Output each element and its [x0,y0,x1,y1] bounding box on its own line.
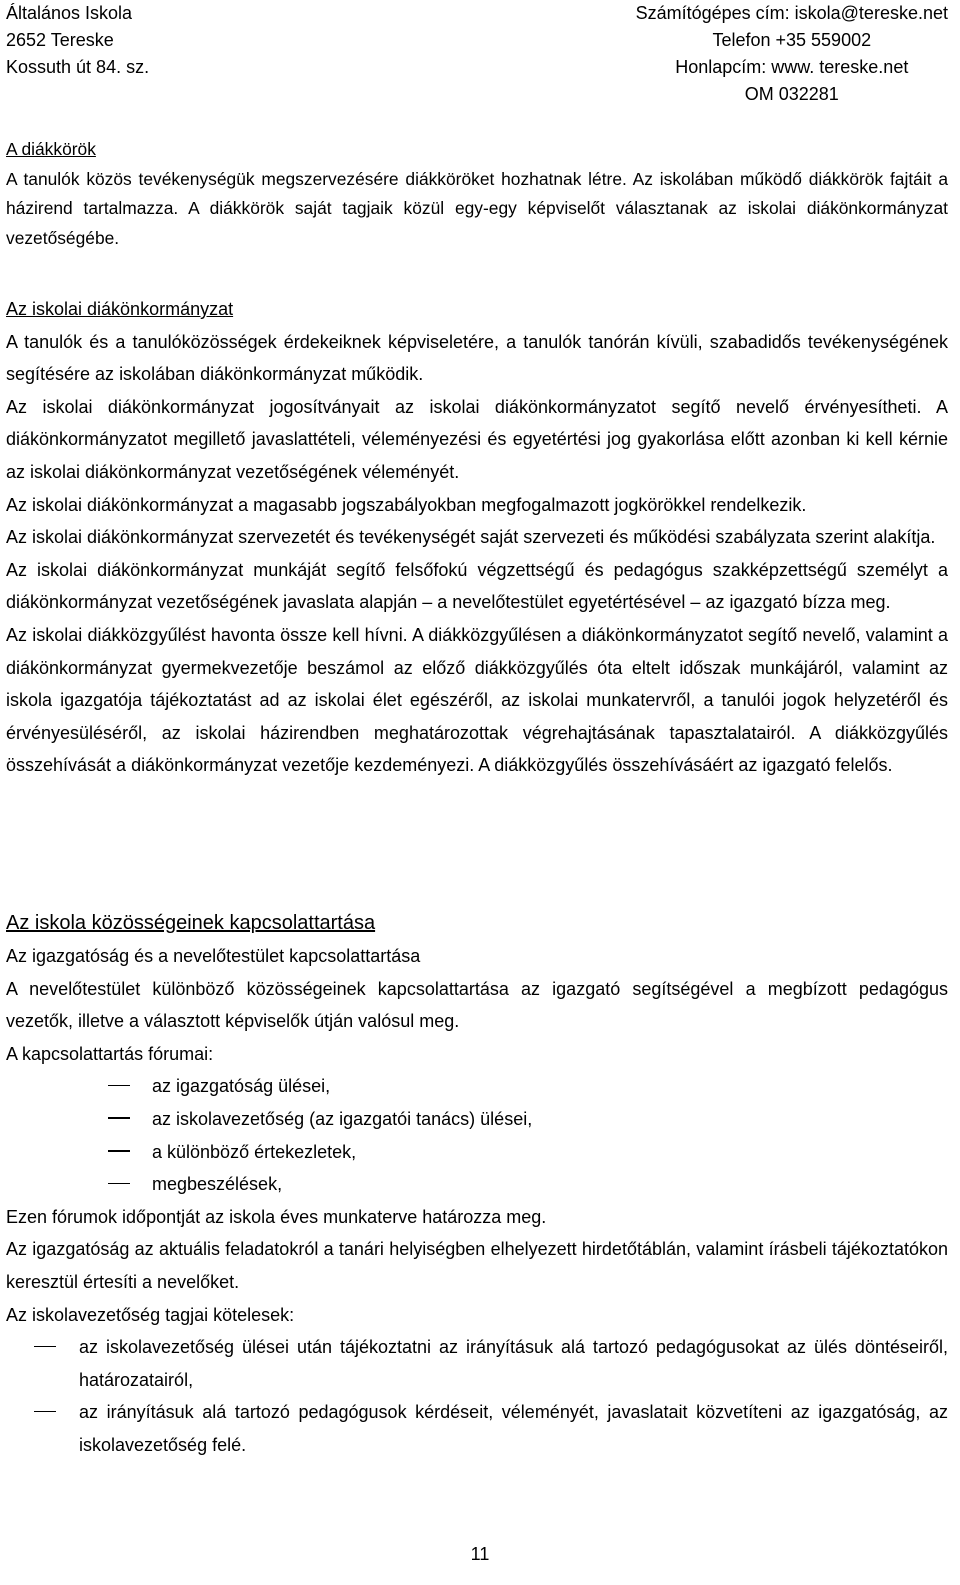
section-heading: A diákkörök [6,139,96,159]
paragraph: Az iskolai diákönkormányzat munkáját segítő felsőfokú végzettségű és pedagógus szakképzettségű személyt a diákönkormányzat vezetőségének javaslata alapján – a nevelőtestület egyetértésével – az igazgató bízza meg. [6,559,948,613]
section-kapcsolattartas [6,906,948,1462]
email-line: Számítógépes cím: iskola@tereske.net [635,3,948,23]
document-page [6,0,948,1455]
paragraph: Az iskolai diákönkormányzat jogosítványait az iskolai diákönkormányzatot segítő nevelő érvényesítheti. A diákönkormányzatot megillető javaslattételi, véleményezési és egyetértési jog gyakorlása előtt azonban ki kell kérnie az iskolai diákönkormányzat vezetőségének véleményét. [6,396,948,482]
school-city: 2652 Tereske [6,30,114,50]
paragraph: A tanulók közös tevékenységük megszervezésére diákköröket hozhatnak létre. Az iskolában működő diákkörök fajtáit a házirend tartalmazza. A diákkörök saját tagjaik közül egy-egy képviselőt választanak az iskolai diákönkormányzat vezetőségébe. [6,168,948,248]
list-intro: Az iskolavezetőség tagjai kötelesek: [6,1304,295,1325]
letterhead-right [636,0,948,108]
school-street: Kossuth út 84. sz. [6,57,150,77]
dash-bullet-icon [108,1103,130,1136]
letterhead [6,0,948,104]
list-item: megbeszélések, [6,1168,948,1201]
dash-bullet-icon [34,1396,56,1429]
website-line: Honlapcím: www. tereske.net [675,57,909,77]
dash-bullet-icon [34,1331,56,1364]
list-item: az iskolavezetőség (az igazgatói tanács) ülései, [6,1103,948,1136]
list-item: az igazgatóság ülései, [6,1070,948,1103]
dash-bullet-icon [108,1136,130,1169]
list-item: az irányításuk alá tartozó pedagógusok kérdéseit, véleményét, javaslatait közvetíteni az igazgatóság, az iskolavezetőség felé. [6,1396,948,1461]
chapter-heading: Az iskola közösségeinek kapcsolattartása [6,912,376,934]
paragraph: Az igazgatóság az aktuális feladatokról a tanári helyiségben elhelyezett hirdetőtáblán, valamint írásbeli tájékoztatókon keresztül értesíti a nevelőket. [6,1239,948,1292]
paragraph: Az iskolai diákközgyűlést havonta össze kell hívni. A diákközgyűlésen a diákönkormányzatot segítő nevelő, valamint a diákönkormányzat gyermekvezetője beszámol az előző diákközgyűlés óta eltelt időszak munkájáról, valamint az iskola igazgatója tájékoztatást ad az iskolai élet egészéről, az iskolai munkatervről, a tanulói jogok helyzetéről és érvényesüléséről, az iskolai házirendben meghatározottak végrehajtásának tapasztalatairól. A diákközgyűlés összehívását a diákönkormányzat vezetője kezdeményezi. A diákközgyűlés összehívásáért az igazgató felelős. [6,624,948,776]
letterhead-left [6,0,149,81]
list-item: az iskolavezetőség ülései után tájékoztatni az irányításuk alá tartozó pedagógusokat az ülés döntéseiről, határozatairól, [6,1331,948,1396]
section-diakkorok [6,135,948,253]
section-heading: Az iskolai diákönkormányzat [6,299,234,319]
phone-line: Telefon +35 559002 [712,30,872,50]
list-intro: A kapcsolattartás fórumai: [6,1043,214,1064]
paragraph: Az iskolai diákönkormányzat a magasabb jogszabályokban megfogalmazott jogkörökkel rendelkezik. [6,494,807,515]
page-number: 11 [470,1544,490,1564]
duties-list [6,1331,948,1461]
forums-list [6,1070,948,1200]
subheading: Az igazgatóság és a nevelőtestület kapcsolattartása [6,946,421,966]
paragraph: A tanulók és a tanulóközösségek érdekeiknek képviseletére, a tanulók tanórán kívüli, szabadidős tevékenységének segítésére az iskolában diákönkormányzat működik. [6,331,948,385]
section-diakonkormanyzat [6,293,948,782]
om-line: OM 032281 [744,84,839,104]
paragraph: Ezen fórumok időpontját az iskola éves munkaterve határozza meg. [6,1206,547,1227]
paragraph: Az iskolai diákönkormányzat szervezetét és tevékenységét saját szervezeti és működési szabályzata szerint alakítja. [6,527,936,548]
paragraph: A nevelőtestület különböző közösségeinek kapcsolattartása az igazgató segítségével a megbízott pedagógus vezetők, illetve a választott képviselők útján valósul meg. [6,978,948,1032]
list-item: a különböző értekezletek, [6,1136,948,1169]
dash-bullet-icon [108,1168,130,1201]
school-name: Általános Iskola [6,3,133,23]
dash-bullet-icon [108,1070,130,1103]
